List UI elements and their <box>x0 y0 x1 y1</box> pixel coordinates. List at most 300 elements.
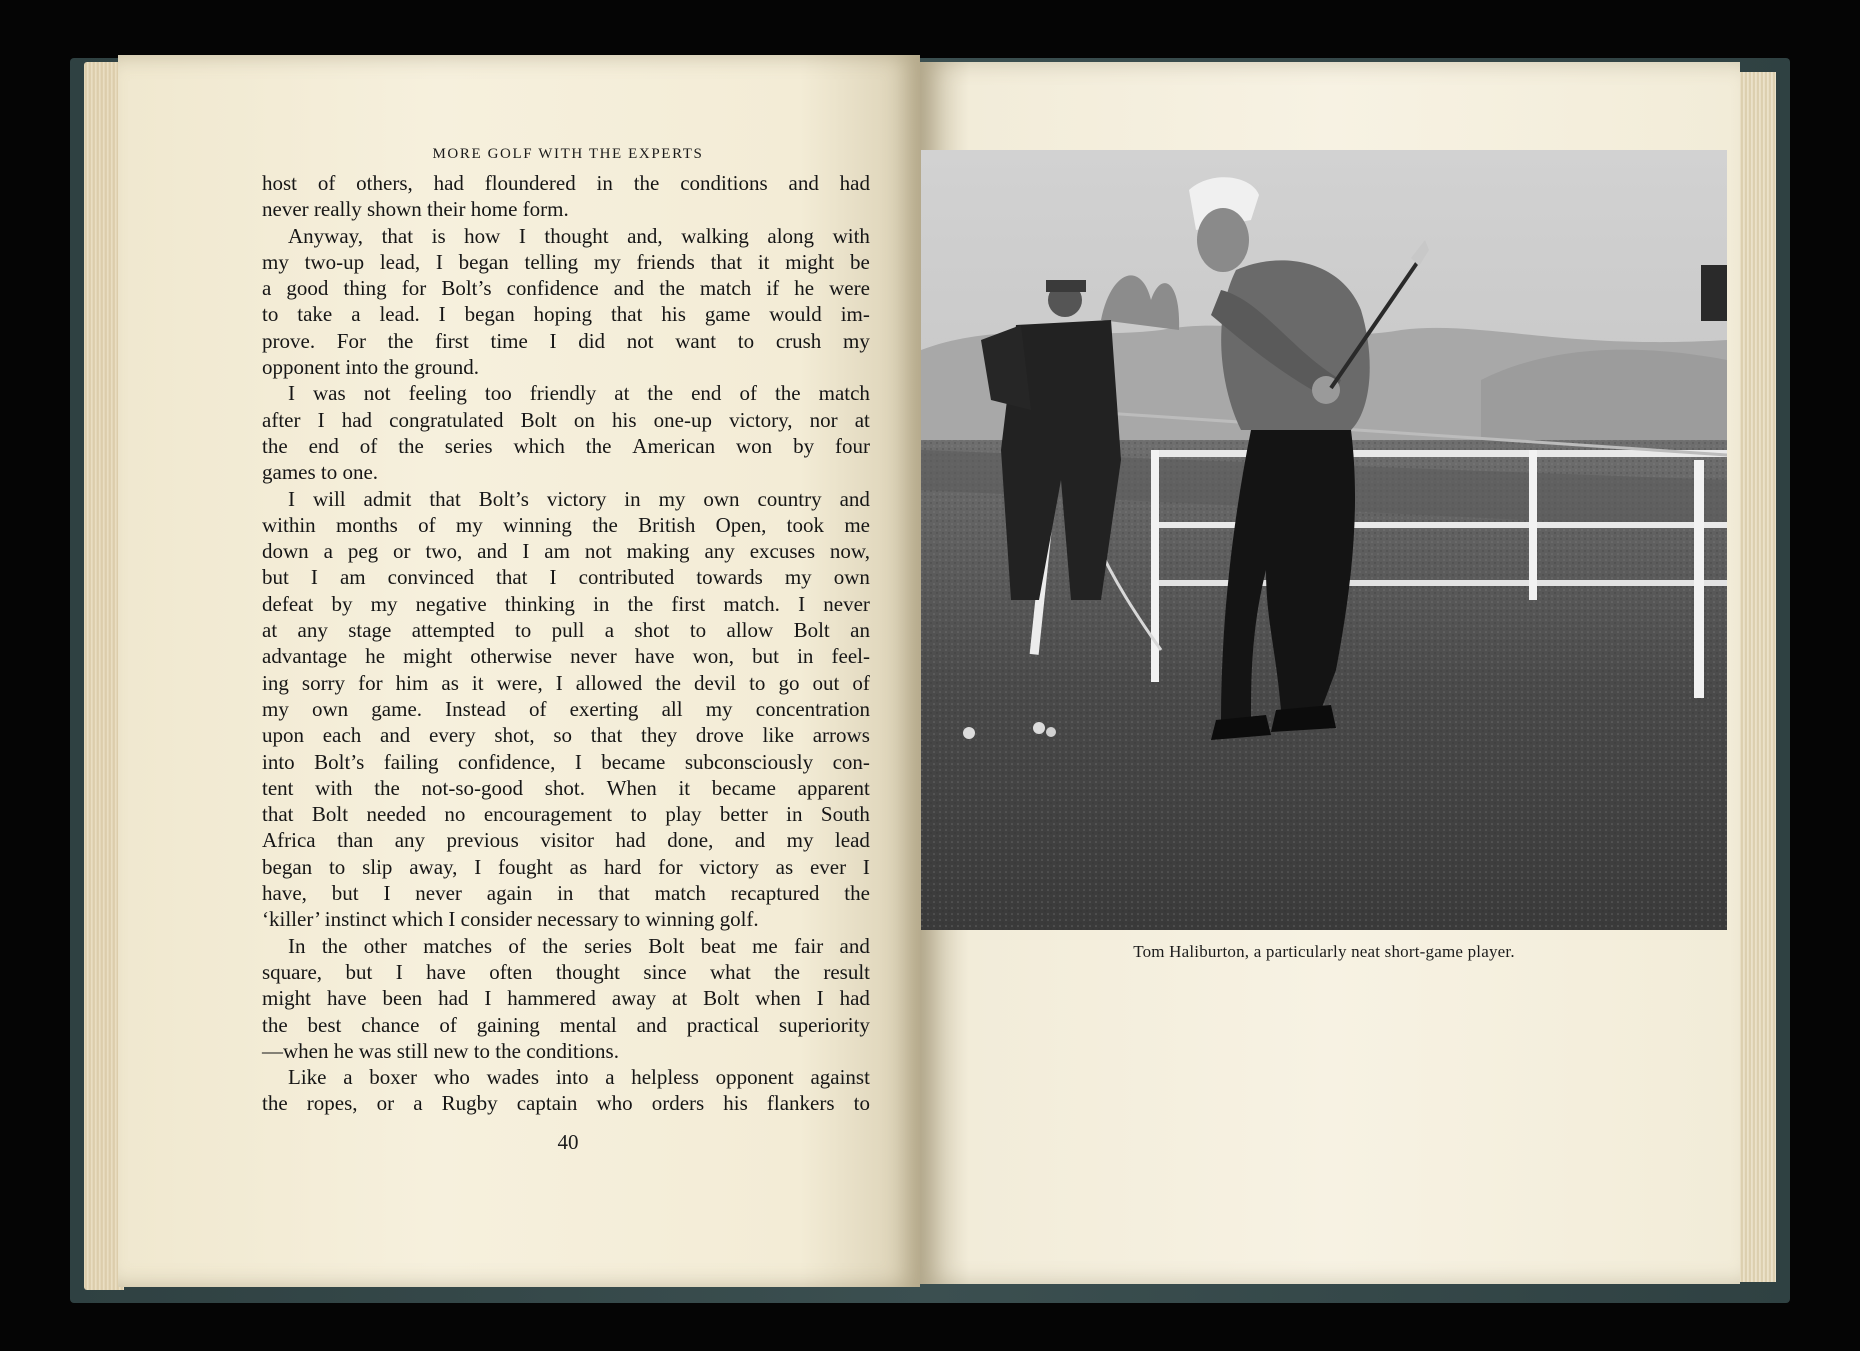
word: it <box>678 775 691 800</box>
word: to <box>689 618 707 643</box>
word: an <box>850 618 870 643</box>
word: became <box>601 749 666 774</box>
word: For <box>336 328 366 353</box>
word: to <box>853 1091 870 1116</box>
word: along <box>767 223 815 248</box>
word: recaptured <box>730 881 820 906</box>
word: feel- <box>831 644 870 669</box>
word: my <box>262 249 289 274</box>
word: I <box>555 670 563 695</box>
word: otherwise <box>470 644 552 669</box>
word: and <box>636 1012 667 1037</box>
word: excuses <box>749 539 816 564</box>
word: by <box>331 591 353 616</box>
word: by <box>793 433 815 458</box>
word: other <box>363 933 407 958</box>
page-number: 40 <box>557 1130 579 1154</box>
word: my <box>262 696 289 721</box>
word: what <box>710 959 751 984</box>
word: wades <box>486 1065 540 1090</box>
word: Bolt’s <box>314 749 365 774</box>
word: boxer <box>369 1065 418 1090</box>
word: were <box>829 276 870 301</box>
word: might <box>403 644 453 669</box>
text-line <box>262 170 870 196</box>
word: in <box>624 486 641 511</box>
word: a <box>262 276 272 301</box>
text-line <box>262 933 870 959</box>
word: subconsciously <box>684 749 814 774</box>
word: have, <box>262 881 307 906</box>
word: have <box>426 959 466 984</box>
word: my <box>370 591 398 616</box>
word: on <box>573 407 595 432</box>
word: like <box>762 723 794 748</box>
word: for <box>358 670 383 695</box>
word: When <box>606 775 657 800</box>
word: in <box>786 802 803 827</box>
word: I <box>816 986 824 1011</box>
text-line <box>262 328 870 354</box>
word: match <box>654 881 706 906</box>
word: contributed <box>578 565 675 590</box>
word: the <box>659 276 685 301</box>
word: friends <box>636 249 695 274</box>
word: but <box>331 881 359 906</box>
word: lead. <box>379 302 420 327</box>
word: who <box>433 1065 470 1090</box>
word: British <box>638 512 696 537</box>
word: I <box>484 986 492 1011</box>
text-line <box>262 854 870 880</box>
word: confidence <box>506 276 599 301</box>
word: were, <box>496 670 543 695</box>
word: never <box>823 591 870 616</box>
word: but <box>262 565 289 590</box>
word: after <box>262 407 301 432</box>
word: would <box>769 302 822 327</box>
word: lead <box>834 828 870 853</box>
word: am <box>544 539 570 564</box>
word: victory, <box>729 407 793 432</box>
word: own <box>311 696 349 721</box>
word: him <box>395 670 429 695</box>
word: not <box>584 539 612 564</box>
word: making <box>626 539 690 564</box>
word: and <box>788 171 819 195</box>
word: telling <box>524 249 579 274</box>
word: visitor <box>540 828 594 853</box>
word: that <box>429 486 461 511</box>
word: I <box>317 407 325 432</box>
text-line <box>262 380 870 406</box>
word: fought <box>498 854 553 879</box>
word: each <box>322 723 362 748</box>
word: tent <box>262 775 294 800</box>
word: Bolt <box>703 986 740 1011</box>
word: congratulated <box>389 407 504 432</box>
word: in <box>596 171 613 195</box>
word: shot <box>634 618 670 643</box>
word: victory <box>546 486 607 511</box>
word: the <box>647 381 674 406</box>
word: his <box>661 302 686 327</box>
word: often <box>489 959 533 984</box>
word: not <box>626 328 654 353</box>
text-line <box>262 512 870 538</box>
golfer-photograph <box>921 150 1727 930</box>
word: in <box>557 881 574 906</box>
word: Africa <box>262 828 316 853</box>
word: which <box>513 433 565 458</box>
word: me <box>752 933 778 958</box>
word: play <box>665 802 702 827</box>
word: when <box>755 986 801 1011</box>
word: American <box>632 433 716 458</box>
body-text <box>262 170 870 1117</box>
word: never <box>570 644 617 669</box>
word: if <box>766 276 780 301</box>
text-line: ‘killer’ instinct which I consider necessary to winning golf. <box>262 907 759 932</box>
word: Rugby <box>441 1091 498 1116</box>
word: but <box>345 959 373 984</box>
word: im- <box>840 302 870 327</box>
word: or <box>393 539 411 564</box>
word: I <box>798 591 806 616</box>
word: in <box>593 591 610 616</box>
word: stage <box>348 618 392 643</box>
word: than <box>337 828 374 853</box>
word: me <box>844 512 870 537</box>
word: matches <box>423 933 493 958</box>
word: ropes, <box>306 1091 358 1116</box>
word: result <box>823 959 870 984</box>
text-line <box>262 801 870 827</box>
running-head: MORE GOLF WITH THE EXPERTS <box>432 146 704 162</box>
text-line: never really shown their home form. <box>262 197 569 222</box>
word: no <box>444 802 466 827</box>
word: took <box>786 512 825 537</box>
word: that <box>495 565 528 590</box>
word: Bolt’s <box>478 486 529 511</box>
word: I <box>474 854 482 879</box>
text-line <box>262 433 870 459</box>
word: to <box>630 802 647 827</box>
word: want <box>675 328 717 353</box>
word: all <box>661 696 683 721</box>
word: my <box>705 696 733 721</box>
word: at <box>854 407 870 432</box>
word: In <box>288 933 306 958</box>
word: thought <box>544 223 609 248</box>
word: sorry <box>301 670 346 695</box>
word: match. <box>723 591 780 616</box>
word: in <box>797 644 814 669</box>
word: devil <box>694 670 737 695</box>
word: and <box>839 933 870 958</box>
word: within <box>262 512 316 537</box>
word: of <box>439 1012 457 1037</box>
word: my <box>658 486 686 511</box>
word: I <box>383 881 391 906</box>
word: first <box>434 328 469 353</box>
word: host <box>262 171 298 195</box>
word: I <box>435 249 443 274</box>
word: had <box>438 986 469 1011</box>
word: own <box>833 565 870 590</box>
word: one-up <box>653 407 712 432</box>
word: superiority <box>778 1012 870 1037</box>
text-line: —when he was still new to the conditions. <box>262 1038 619 1063</box>
page-edges-right <box>1736 72 1776 1282</box>
word: shot, <box>494 723 535 748</box>
word: of <box>852 670 870 695</box>
text-line <box>262 591 870 617</box>
word: end <box>308 433 339 458</box>
word: Bolt <box>648 933 685 958</box>
word: defeat <box>262 591 314 616</box>
word: game <box>704 302 751 327</box>
text-line <box>262 1090 870 1116</box>
word: since <box>643 959 687 984</box>
word: it <box>471 670 484 695</box>
word: Open, <box>715 512 767 537</box>
word: had <box>615 828 646 853</box>
word: that <box>610 302 643 327</box>
word: of <box>508 933 526 958</box>
word: needed <box>366 802 426 827</box>
word: will <box>312 486 346 511</box>
text-line <box>262 722 870 748</box>
word: prove. <box>262 328 316 353</box>
word: square, <box>262 959 323 984</box>
word: the <box>398 433 424 458</box>
word: previous <box>446 828 519 853</box>
word: better <box>719 802 768 827</box>
word: orders <box>651 1091 705 1116</box>
word: now, <box>829 539 870 564</box>
word: every <box>429 723 476 748</box>
word: the <box>262 1012 288 1037</box>
word: with <box>315 775 353 800</box>
word: hoping <box>533 302 593 327</box>
word: confidence, <box>458 749 556 774</box>
word: and, <box>627 223 663 248</box>
word: won, <box>692 644 734 669</box>
word: nor <box>809 407 838 432</box>
word: they <box>641 723 678 748</box>
word: admit <box>363 486 412 511</box>
word: he <box>794 276 815 301</box>
word: he <box>365 644 386 669</box>
word: too <box>484 381 512 406</box>
word: the <box>262 433 288 458</box>
word: apparent <box>797 775 870 800</box>
word: again <box>486 881 533 906</box>
word: crush <box>775 328 822 353</box>
word: the <box>774 381 801 406</box>
word: encouragement <box>483 802 613 827</box>
word: I <box>288 381 295 406</box>
word: how <box>464 223 501 248</box>
word: had <box>433 171 464 195</box>
text-line: opponent into the ground. <box>262 355 479 380</box>
text-line <box>262 249 870 275</box>
word: as <box>775 854 794 879</box>
word: Bolt <box>520 407 557 432</box>
word: shot. <box>544 775 585 800</box>
word: my <box>455 512 483 537</box>
word: have <box>326 986 367 1011</box>
word: Instead <box>445 696 506 721</box>
word: Bolt <box>311 802 349 827</box>
word: began <box>464 302 515 327</box>
word: victory <box>699 854 759 879</box>
word: his <box>723 1091 748 1116</box>
word: at <box>614 381 630 406</box>
word: a <box>605 1065 615 1090</box>
word: is <box>431 223 446 248</box>
word: it <box>757 249 770 274</box>
word: had <box>341 407 373 432</box>
word: the <box>627 591 654 616</box>
word: away, <box>409 854 458 879</box>
word: practical <box>686 1012 760 1037</box>
word: I <box>549 328 557 353</box>
word: my <box>593 249 621 274</box>
word: chance <box>361 1012 420 1037</box>
word: the <box>633 171 660 195</box>
word: captain <box>516 1091 578 1116</box>
word: Like <box>288 1065 327 1090</box>
word: any <box>704 539 735 564</box>
word: lead, <box>379 249 421 274</box>
word: drove <box>695 723 744 748</box>
word: any <box>394 828 426 853</box>
word: own <box>703 486 740 511</box>
word: thought <box>555 959 620 984</box>
word: friendly <box>529 381 597 406</box>
word: Bolt’s <box>441 276 492 301</box>
word: series <box>444 433 493 458</box>
word: of <box>418 512 436 537</box>
text-line <box>262 564 870 590</box>
word: that <box>598 881 630 906</box>
text-line <box>262 696 870 722</box>
word: at <box>672 986 688 1011</box>
text-line <box>262 985 870 1011</box>
word: pull <box>551 618 585 643</box>
word: thing <box>343 276 387 301</box>
word: the <box>374 775 400 800</box>
word: so <box>553 723 573 748</box>
word: end <box>691 381 722 406</box>
word: down <box>262 539 309 564</box>
word: the <box>655 670 681 695</box>
word: opponent <box>715 1065 794 1090</box>
word: attempted <box>411 618 495 643</box>
word: Bolt <box>793 618 830 643</box>
text-line <box>262 407 870 433</box>
word: done, <box>667 828 714 853</box>
word: the <box>774 959 800 984</box>
word: been <box>382 986 423 1011</box>
word: two-up <box>304 249 365 274</box>
word: the <box>844 881 870 906</box>
word: thinking <box>504 591 575 616</box>
word: I <box>574 749 582 774</box>
text-line <box>262 643 870 669</box>
word: I <box>288 486 295 511</box>
word: series <box>584 933 632 958</box>
word: Anyway, <box>288 223 364 248</box>
word: began <box>458 249 509 274</box>
word: negative <box>415 591 487 616</box>
word: allowed <box>575 670 643 695</box>
word: hard <box>603 854 642 879</box>
word: had <box>839 986 870 1011</box>
word: was <box>313 381 346 406</box>
photo-caption: Tom Haliburton, a particularly neat short-game player. <box>1133 942 1515 961</box>
text-line <box>262 486 870 512</box>
word: two, <box>425 539 463 564</box>
text-line <box>262 1064 870 1090</box>
word: go <box>778 670 800 695</box>
text-line <box>262 275 870 301</box>
text-line <box>262 223 870 249</box>
word: for <box>658 854 683 879</box>
word: and <box>839 486 870 511</box>
word: never <box>415 881 462 906</box>
word: game. <box>371 696 423 721</box>
word: slip <box>362 854 393 879</box>
word: be <box>850 249 870 274</box>
word: with <box>832 223 870 248</box>
word: conditions <box>680 171 768 195</box>
word: and <box>613 276 645 301</box>
word: the <box>592 512 618 537</box>
word: that <box>710 249 743 274</box>
word: ever <box>809 854 847 879</box>
word: but <box>752 644 779 669</box>
word: four <box>834 433 870 458</box>
word: as <box>441 670 459 695</box>
word: I <box>395 959 403 984</box>
word: good <box>286 276 329 301</box>
word: the <box>585 433 612 458</box>
word: time <box>490 328 528 353</box>
word: a <box>343 1065 353 1090</box>
text-line <box>262 301 870 327</box>
word: as <box>569 854 588 879</box>
word: walking <box>681 223 749 248</box>
word: best <box>307 1012 342 1037</box>
text-line <box>262 959 870 985</box>
word: of <box>739 381 757 406</box>
word: my <box>843 328 870 353</box>
text-line <box>262 880 870 906</box>
word: fair <box>794 933 824 958</box>
word: won <box>736 433 773 458</box>
text-line <box>262 670 870 696</box>
word: upon <box>262 723 304 748</box>
word: I <box>522 539 530 564</box>
word: against <box>810 1065 870 1090</box>
word: mental <box>559 1012 617 1037</box>
word: first <box>671 591 706 616</box>
word: that <box>590 723 623 748</box>
word: into <box>555 1065 589 1090</box>
